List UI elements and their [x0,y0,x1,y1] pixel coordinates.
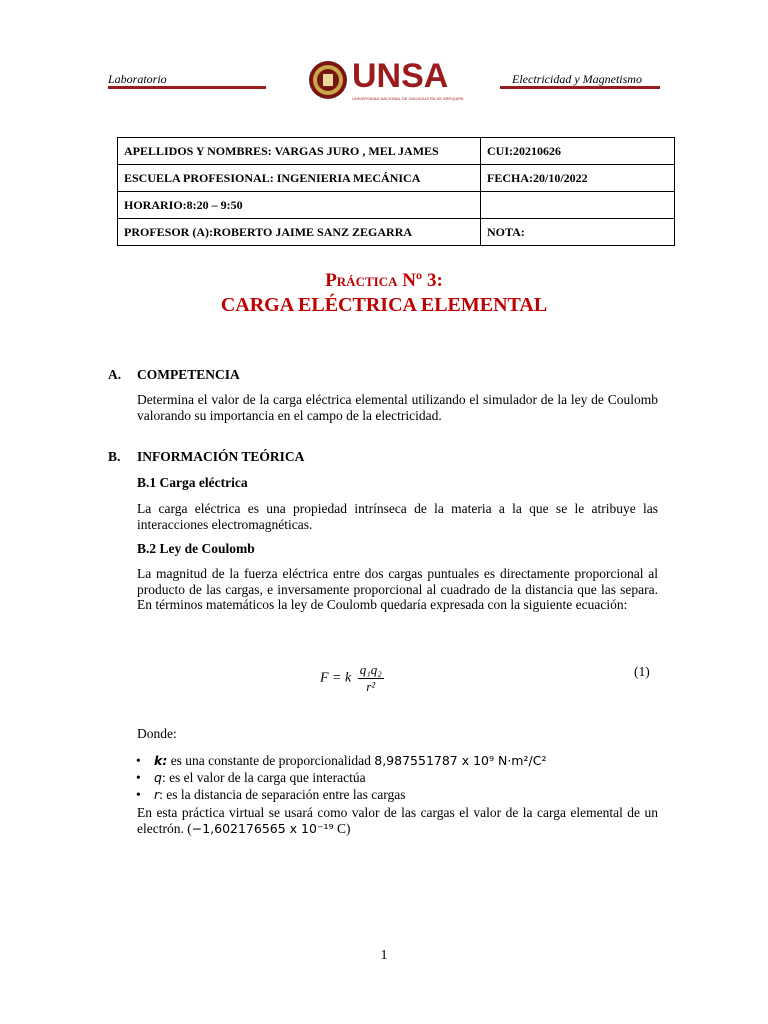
logo-subtitle: UNIVERSIDAD NACIONAL DE SAN AGUSTÍN DE AREQUIPA [352,96,464,101]
student-name-cell: APELLIDOS Y NOMBRES: VARGAS JURO , MEL JAMES [118,138,481,165]
practice-title: CARGA ELÉCTRICA ELEMENTAL [220,294,548,316]
header-left-rule [108,86,266,89]
cui-cell: CUI:20210626 [481,138,675,165]
date-cell: FECHA:20/10/2022 [481,165,675,192]
section-a-letter: A. [108,367,122,382]
coulomb-equation [320,662,384,695]
section-a-heading: COMPETENCIA [137,367,240,382]
bullet-icon: • [136,770,141,785]
table-row [118,219,675,246]
b2-text: La magnitud de la fuerza eléctrica entre dos cargas puntuales es directamente proporcional al producto de las cargas, e inversamente proporcional al cuadrado de la distancia que las separa. En términos matemáticos la ley de Coulomb quedaría expresada con la siguiente ecuación: [137,566,658,612]
section-b-heading: INFORMACIÓN TEÓRICA [137,449,305,464]
table-row [118,192,675,219]
b2-heading: B.2 Ley de Coulomb [137,541,255,556]
schedule-cell: HORARIO:8:20 – 9:50 [118,192,481,219]
table-row [118,138,675,165]
list-item: • r: es la distancia de separación entre las cargas [136,787,406,802]
bullet-icon: • [136,753,141,768]
page-number: 1 [380,948,388,963]
list-item: • q: es el valor de la carga que interactúa [136,770,366,785]
section-b-letter: B. [108,449,121,464]
b1-text: La carga eléctrica es una propiedad intrínseca de la materia a la que se le atribuye las interacciones electromagnéticas. [137,501,658,532]
b1-heading: B.1 Carga eléctrica [137,475,248,490]
variable-list [136,752,676,803]
practice-number-title: Práctica Nº 3: [325,270,443,291]
header-left-label: Laboratorio [108,72,167,86]
equation-label: (1) [634,664,650,679]
bullet-icon: • [136,787,141,802]
equation-lhs: F = k [320,670,352,686]
header-right-label: Electricidad y Magnetismo [512,72,642,86]
donde-label: Donde: [137,726,177,741]
list-item: • k: es una constante de proporcionalidad 8,987551787 x 10⁹ N·m²/C² [136,753,547,768]
empty-cell [481,192,675,219]
section-a-text: Determina el valor de la carga eléctrica elemental utilizando el simulador de la ley de Coulomb valorando su importancia en el campo de la electricidad. [137,392,658,423]
school-cell: ESCUELA PROFESIONAL: INGENIERIA MECÁNICA [118,165,481,192]
final-paragraph: En esta práctica virtual se usará como valor de las cargas el valor de la carga elemental de un electrón. (−1,602176565 x 10⁻¹⁹ C) [137,805,658,836]
equation-numerator: q₁q₂ [359,662,382,677]
logo-wordmark: UNSA [352,57,449,95]
grade-cell: NOTA: [481,219,675,246]
unsa-logo [308,56,464,106]
equation-denominator: r² [366,679,376,694]
header-right-rule [500,86,660,89]
university-seal-icon [308,58,348,102]
professor-cell: PROFESOR (A):ROBERTO JAIME SANZ ZEGARRA [118,219,481,246]
table-row [118,165,675,192]
equation-fraction [358,662,384,695]
student-info-table [117,137,675,246]
